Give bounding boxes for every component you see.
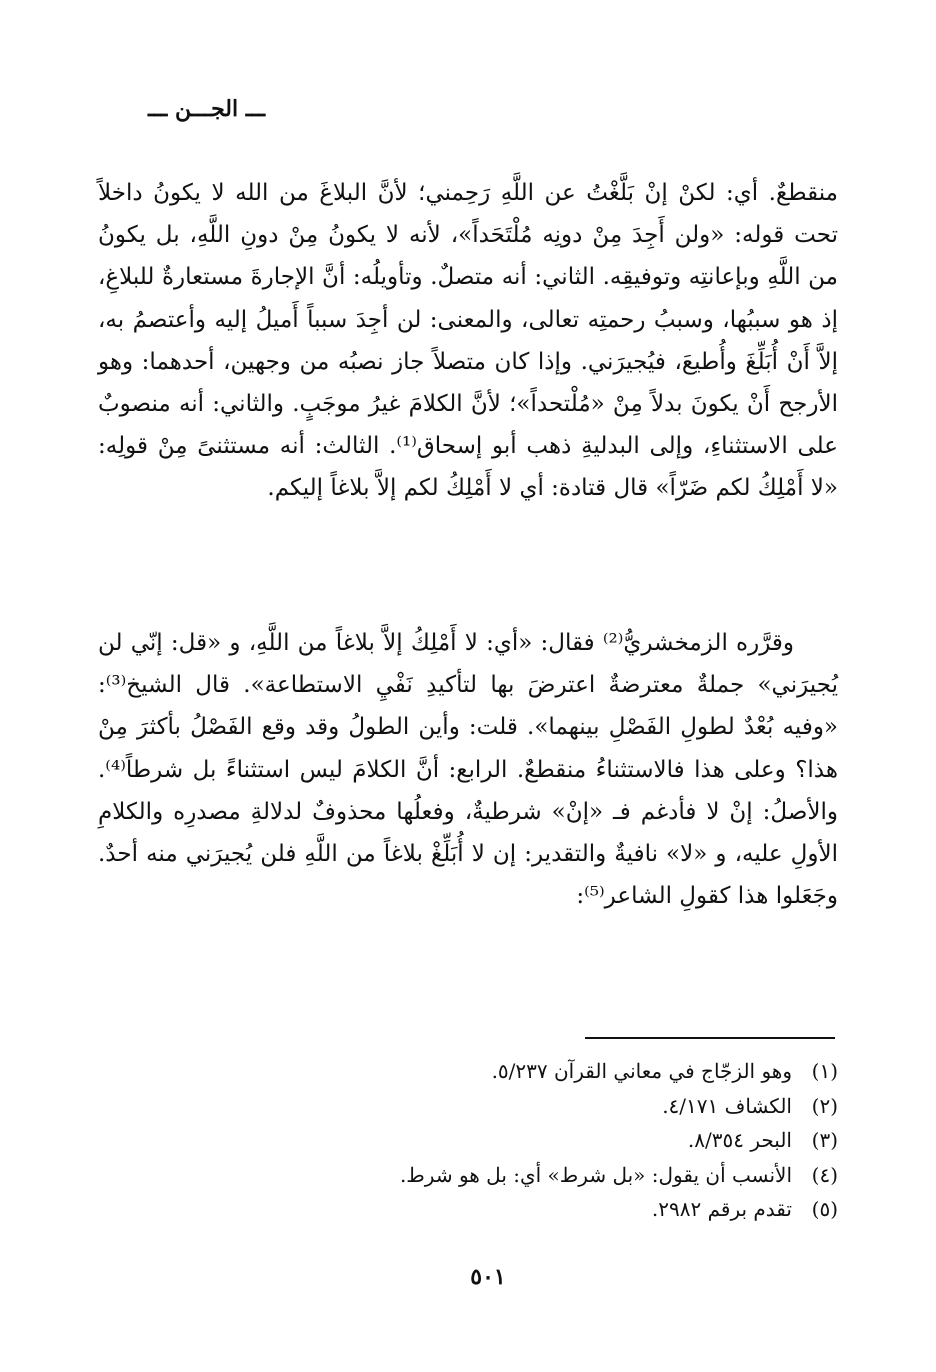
footnote-item xyxy=(98,1123,838,1158)
footnote-text: الأنسب أن يقول: «بل شرط» أي: بل هو شرط. xyxy=(399,1162,792,1187)
footnote-number: (٥) xyxy=(811,1197,838,1222)
chapter-title: ـــ الجـــن ـــ xyxy=(148,96,266,122)
footnote-text: وهو الزجّاج في معاني القرآن ٥/٢٣٧. xyxy=(491,1059,792,1083)
footnote-separator xyxy=(585,1037,835,1039)
footnote-number: (٤) xyxy=(811,1162,838,1187)
footnote-item xyxy=(98,1192,838,1227)
footnote-item xyxy=(98,1054,838,1089)
footnote-number: (٣) xyxy=(811,1128,838,1153)
running-header xyxy=(0,96,936,122)
footnotes-list xyxy=(98,1054,838,1227)
page-number xyxy=(0,1264,936,1290)
footnote-number: (١) xyxy=(811,1059,838,1083)
footnote-item xyxy=(98,1158,838,1193)
body-paragraph-2: وقرَّره الزمخشريُّ⁽²⁾ فقال: «أي: لا أَمْلِكُ إلاَّ بلاغاً من اللَّهِ، و «قل: إنّي لن يُجيرَني» جملةٌ معترضةٌ اعترضَ بها لتأكيدِ نَفْيِ الاستطاعة». قال الشيخ⁽³⁾: «وفيه بُعْدٌ لطولِ الفَصْلِ بينهما». قلت: وأين الطولُ وقد وقع الفَصْلُ بأكثرَ مِنْ هذا؟ وعلى هذا فالاستثناءُ منقطعٌ. الرابع: أنَّ الكلامَ ليس استثناءً بل شرطاً⁽⁴⁾. والأصلُ: إنْ لا فأدغم فـ «إنْ» شرطيةٌ، وفعلُها محذوفٌ لدلالةِ مصدرِه والكلامِ الأولِ عليه، و «لا» نافيةٌ والتقدير: إن لا أُبَلِّغْ بلاغاً من اللَّهِ فلن يُجيرَني منه أحدٌ. وجَعَلوا هذا كقولِ الشاعر⁽⁵⁾: xyxy=(98,630,839,910)
footnote-number: (٢) xyxy=(811,1093,838,1118)
footnote-text: البحر ٨/٣٥٤. xyxy=(687,1128,792,1153)
body-paragraph-1: منقطعٌ. أي: لكنْ إنْ بَلَّغْتُ عن اللَّهِ رَحِمني؛ لأنَّ البلاغَ من الله لا يكونُ داخلاً تحت قوله: «ولن أَجِدَ مِنْ دونِه مُلْتَحَداً»، لأنه لا يكونُ مِنْ دونِ اللَّهِ، بل يكونُ من اللَّهِ وبإعانتِه وتوفيقِه. الثاني: أنه متصلٌ. وتأويلُه: أنَّ الإجارةَ مستعارةٌ للبلاغِ، إذ هو سببُها، وسببُ رحمتِه تعالى، والمعنى: لن أجِدَ سبباً أَميلُ إليه وأعتصمُ به، إلاَّ أَنْ أُبَلِّغَ وأُطيعَ، فيُجيرَني. وإذا كان متصلاً جاز نصبُه من وجهين، أحدهما: وهو الأرجح أَنْ يكونَ بدلاً مِنْ «مُلْتحداً»؛ لأنَّ الكلامَ غيرُ موجَبٍ. والثاني: أنه منصوبٌ على الاستثناءِ، وإلى البدليةِ ذهب أبو إسحاق⁽¹⁾. الثالث: أنه مستثنىً مِنْ قولِه: «لا أَمْلِكُ لكم ضَرّاً» قال قتادة: أي لا أَمْلِكُ لكم إلاَّ بلاغاً إليكم. xyxy=(98,180,838,502)
page-number-text: ٥٠١ xyxy=(470,1264,506,1290)
footnote-text: الكشاف ٤/١٧١. xyxy=(662,1093,792,1118)
footnote-item xyxy=(98,1089,838,1124)
footnote-text: تقدم برقم ٢٩٨٢. xyxy=(651,1197,792,1222)
